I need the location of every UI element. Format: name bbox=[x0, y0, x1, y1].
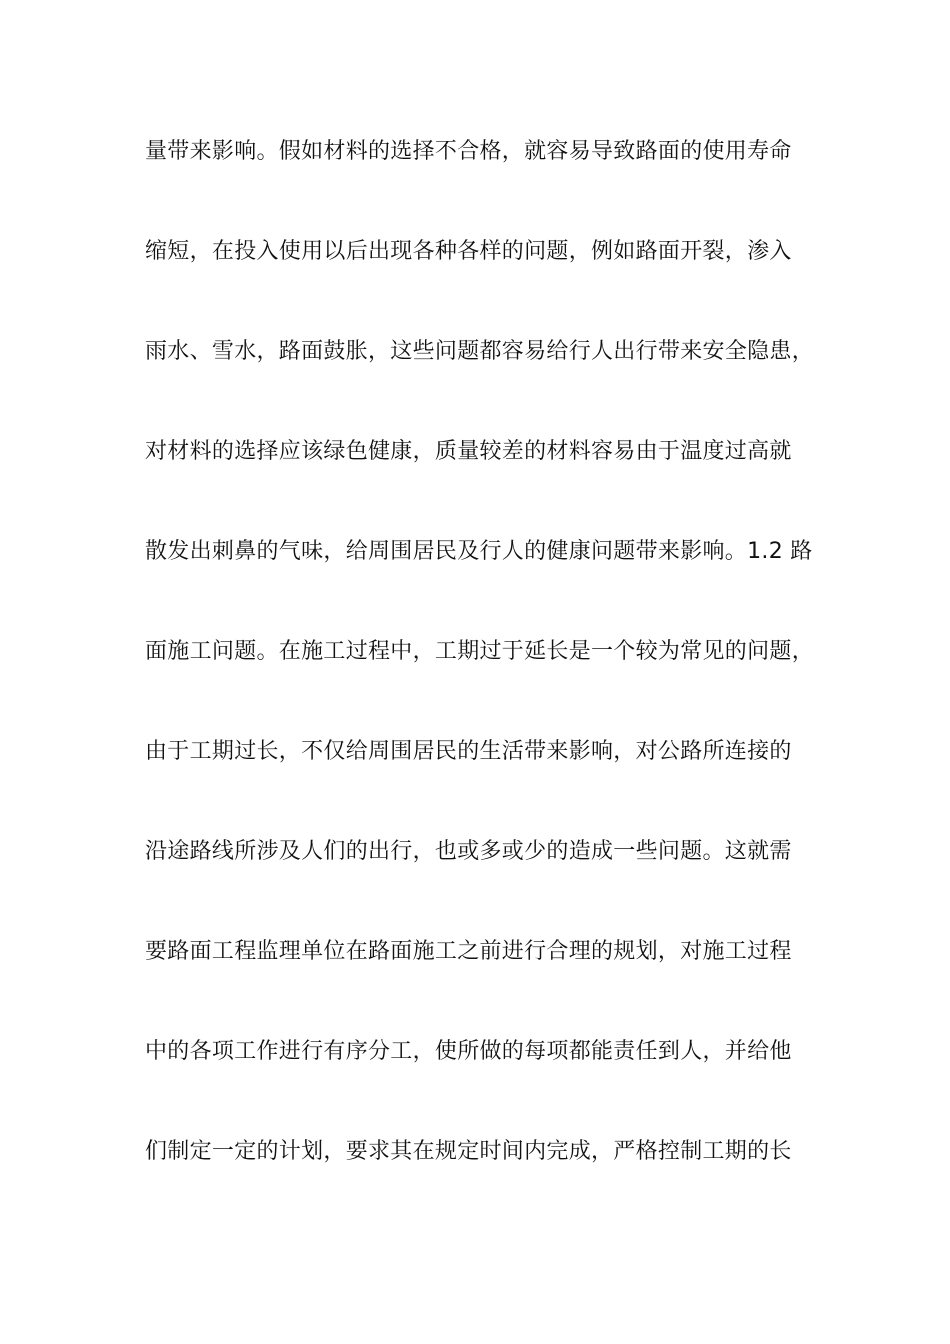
text-line-9: 要路面工程监理单位在路面施工之前进行合理的规划，对施工过程 bbox=[145, 939, 792, 964]
text-line-1: 量带来影响。假如材料的选择不合格，就容易导致路面的使用寿命 bbox=[145, 139, 792, 164]
text-line-10: 中的各项工作进行有序分工，使所做的每项都能责任到人，并给他 bbox=[145, 1039, 792, 1064]
text-line-7: 由于工期过长，不仅给周围居民的生活带来影响，对公路所连接的 bbox=[145, 739, 792, 764]
text-line-2: 缩短，在投入使用以后出现各种各样的问题，例如路面开裂，渗入 bbox=[145, 239, 792, 264]
text-line-6: 面施工问题。在施工过程中，工期过于延长是一个较为常见的问题， bbox=[145, 639, 815, 664]
text-line-11: 们制定一定的计划，要求其在规定时间内完成，严格控制工期的长 bbox=[145, 1139, 792, 1164]
text-line-5: 散发出刺鼻的气味，给周围居民及行人的健康问题带来影响。1.2 路 bbox=[145, 539, 813, 564]
text-line-3: 雨水、雪水，路面鼓胀，这些问题都容易给行人出行带来安全隐患， bbox=[145, 339, 815, 364]
body-text bbox=[145, 128, 825, 1228]
text-line-8: 沿途路线所涉及人们的出行，也或多或少的造成一些问题。这就需 bbox=[145, 839, 792, 864]
text-line-4: 对材料的选择应该绿色健康，质量较差的材料容易由于温度过高就 bbox=[145, 439, 792, 464]
